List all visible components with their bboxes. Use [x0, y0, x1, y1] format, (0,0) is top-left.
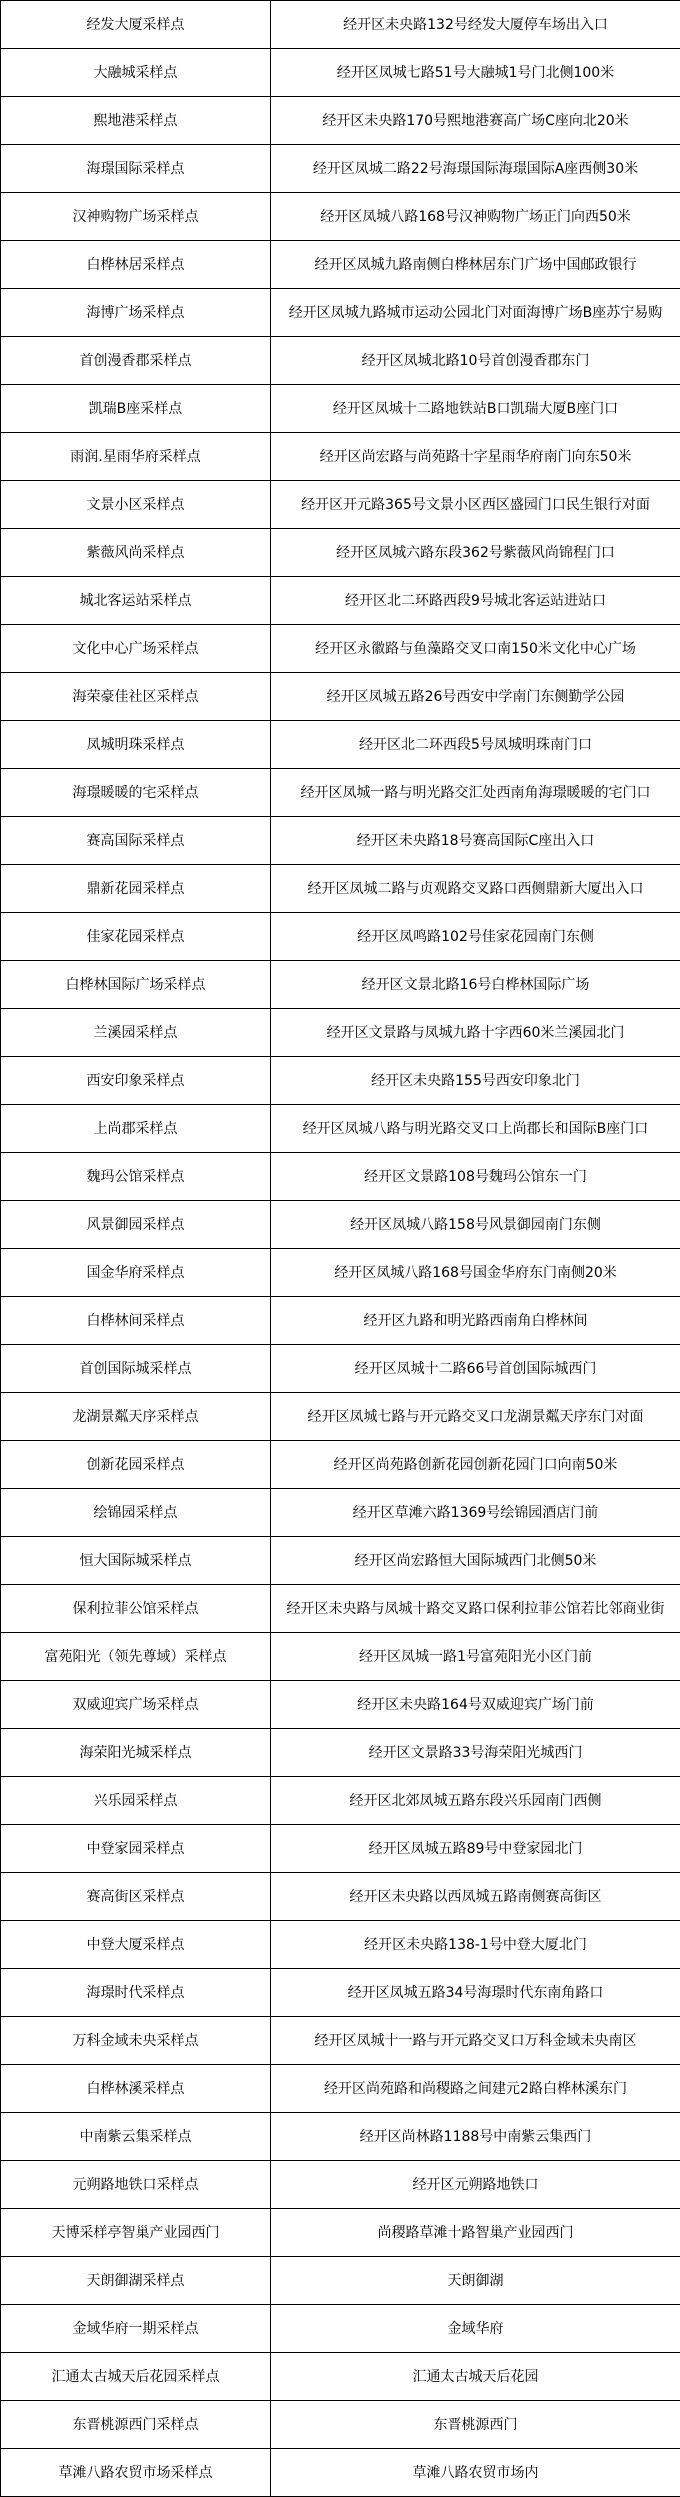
sampling-point-name: 中登大厦采样点	[1, 1921, 271, 1969]
sampling-point-address: 经开区凤城十一路与开元路交叉口万科金域未央南区	[271, 2017, 680, 2065]
sampling-point-name: 大融城采样点	[1, 49, 271, 97]
sampling-point-address: 经开区尚宏路与尚苑路十字星雨华府南门向东50米	[271, 433, 680, 481]
sampling-point-name: 万科金域未央采样点	[1, 2017, 271, 2065]
table-row	[1, 1057, 680, 1105]
table-row	[1, 577, 680, 625]
table-row	[1, 1825, 680, 1873]
table-row	[1, 2305, 680, 2353]
table-row	[1, 289, 680, 337]
sampling-point-name: 中南紫云集采样点	[1, 2113, 271, 2161]
sampling-point-address: 经开区未央路18号赛高国际C座出入口	[271, 817, 680, 865]
sampling-point-address: 经开区凤城十二路地铁站B口凯瑞大厦B座门口	[271, 385, 680, 433]
sampling-point-address: 经开区凤城八路与明光路交叉口上尚郡长和国际B座门口	[271, 1105, 680, 1153]
table-body	[1, 1, 680, 2497]
table-row	[1, 2161, 680, 2209]
table-row	[1, 529, 680, 577]
table-row	[1, 241, 680, 289]
sampling-point-address: 经开区凤城八路168号汉神购物广场正门向西50米	[271, 193, 680, 241]
sampling-point-address: 经开区未央路132号经发大厦停车场出入口	[271, 1, 680, 49]
table-row	[1, 1105, 680, 1153]
table-row	[1, 2065, 680, 2113]
table-row	[1, 673, 680, 721]
sampling-point-name: 创新花园采样点	[1, 1441, 271, 1489]
sampling-point-name: 中登家园采样点	[1, 1825, 271, 1873]
sampling-point-name: 东晋桃源西门采样点	[1, 2401, 271, 2449]
table-row	[1, 1441, 680, 1489]
sampling-point-address: 经开区凤城五路26号西安中学南门东侧勤学公园	[271, 673, 680, 721]
sampling-point-name: 赛高国际采样点	[1, 817, 271, 865]
sampling-point-name: 文化中心广场采样点	[1, 625, 271, 673]
sampling-point-address: 经开区凤城二路22号海璟国际海璟国际A座西侧30米	[271, 145, 680, 193]
sampling-point-name: 海荣豪佳社区采样点	[1, 673, 271, 721]
sampling-point-name: 鼎新花园采样点	[1, 865, 271, 913]
sampling-point-name: 雨润.星雨华府采样点	[1, 433, 271, 481]
sampling-point-name: 文景小区采样点	[1, 481, 271, 529]
sampling-point-address: 经开区凤城八路168号国金华府东门南侧20米	[271, 1249, 680, 1297]
sampling-point-address: 经开区开元路365号文景小区西区盛园门口民生银行对面	[271, 481, 680, 529]
sampling-point-address: 经开区尚宏路恒大国际城西门北侧50米	[271, 1537, 680, 1585]
sampling-point-name: 保利拉菲公馆采样点	[1, 1585, 271, 1633]
table-row	[1, 1777, 680, 1825]
sampling-point-name: 恒大国际城采样点	[1, 1537, 271, 1585]
sampling-point-address: 经开区凤鸣路102号佳家花园南门东侧	[271, 913, 680, 961]
sampling-point-name: 佳家花园采样点	[1, 913, 271, 961]
sampling-point-address: 经开区未央路155号西安印象北门	[271, 1057, 680, 1105]
sampling-point-address: 经开区元朔路地铁口	[271, 2161, 680, 2209]
sampling-point-name: 白桦林溪采样点	[1, 2065, 271, 2113]
sampling-point-address: 经开区凤城五路34号海璟时代东南角路口	[271, 1969, 680, 2017]
sampling-point-name: 熙地港采样点	[1, 97, 271, 145]
table-row	[1, 2449, 680, 2497]
table-row	[1, 1681, 680, 1729]
sampling-point-address: 草滩八路农贸市场内	[271, 2449, 680, 2497]
sampling-point-name: 汇通太古城天后花园采样点	[1, 2353, 271, 2401]
sampling-point-address: 汇通太古城天后花园	[271, 2353, 680, 2401]
sampling-point-address: 天朗御湖	[271, 2257, 680, 2305]
sampling-point-name: 城北客运站采样点	[1, 577, 271, 625]
sampling-point-address: 经开区尚苑路和尚稷路之间建元2路白桦林溪东门	[271, 2065, 680, 2113]
table-row	[1, 337, 680, 385]
sampling-point-name: 凯瑞B座采样点	[1, 385, 271, 433]
table-row	[1, 1009, 680, 1057]
sampling-point-name: 金域华府一期采样点	[1, 2305, 271, 2353]
sampling-point-name: 海荣阳光城采样点	[1, 1729, 271, 1777]
sampling-point-name: 上尚郡采样点	[1, 1105, 271, 1153]
sampling-point-address: 经开区北二环路西段9号城北客运站进站口	[271, 577, 680, 625]
sampling-point-address: 东晋桃源西门	[271, 2401, 680, 2449]
table-row	[1, 625, 680, 673]
sampling-point-address: 经开区凤城七路与开元路交叉口龙湖景粼天序东门对面	[271, 1393, 680, 1441]
table-row	[1, 1345, 680, 1393]
sampling-point-name: 魏玛公馆采样点	[1, 1153, 271, 1201]
table-row	[1, 2257, 680, 2305]
table-row	[1, 1969, 680, 2017]
sampling-point-address: 金域华府	[271, 2305, 680, 2353]
sampling-point-address: 尚稷路草滩十路智巢产业园西门	[271, 2209, 680, 2257]
sampling-point-address: 经开区凤城北路10号首创漫香郡东门	[271, 337, 680, 385]
sampling-point-name: 龙湖景粼天序采样点	[1, 1393, 271, 1441]
table-row	[1, 817, 680, 865]
sampling-point-address: 经开区凤城二路与贞观路交叉路口西侧鼎新大厦出入口	[271, 865, 680, 913]
sampling-point-address: 经开区文景北路16号白桦林国际广场	[271, 961, 680, 1009]
table-row	[1, 2017, 680, 2065]
table-row	[1, 769, 680, 817]
sampling-point-address: 经开区文景路108号魏玛公馆东一门	[271, 1153, 680, 1201]
table-row	[1, 2209, 680, 2257]
sampling-point-address: 经开区未央路与凤城十路交叉路口保利拉菲公馆若比邻商业街	[271, 1585, 680, 1633]
sampling-point-address: 经开区凤城九路城市运动公园北门对面海博广场B座苏宁易购	[271, 289, 680, 337]
table-row	[1, 1153, 680, 1201]
sampling-point-name: 首创国际城采样点	[1, 1345, 271, 1393]
table-row	[1, 1921, 680, 1969]
sampling-point-address: 经开区文景路33号海荣阳光城西门	[271, 1729, 680, 1777]
sampling-point-name: 海博广场采样点	[1, 289, 271, 337]
sampling-point-name: 汉神购物广场采样点	[1, 193, 271, 241]
table-row	[1, 1729, 680, 1777]
sampling-point-name: 赛高街区采样点	[1, 1873, 271, 1921]
table-row	[1, 1537, 680, 1585]
sampling-point-name: 富苑阳光（领先尊域）采样点	[1, 1633, 271, 1681]
sampling-point-address: 经开区凤城六路东段362号紫薇风尚锦程门口	[271, 529, 680, 577]
table-row	[1, 1393, 680, 1441]
sampling-point-address: 经开区未央路138-1号中登大厦北门	[271, 1921, 680, 1969]
sampling-point-address: 经开区凤城十二路66号首创国际城西门	[271, 1345, 680, 1393]
table-row	[1, 1489, 680, 1537]
sampling-point-name: 国金华府采样点	[1, 1249, 271, 1297]
sampling-point-name: 天博采样亭智巢产业园西门	[1, 2209, 271, 2257]
sampling-point-name: 天朗御湖采样点	[1, 2257, 271, 2305]
sampling-point-name: 绘锦园采样点	[1, 1489, 271, 1537]
sampling-point-name: 紫薇风尚采样点	[1, 529, 271, 577]
sampling-point-name: 经发大厦采样点	[1, 1, 271, 49]
sampling-point-address: 经开区凤城九路南侧白桦林居东门广场中国邮政银行	[271, 241, 680, 289]
sampling-point-name: 凤城明珠采样点	[1, 721, 271, 769]
table-row	[1, 2113, 680, 2161]
sampling-point-address: 经开区北二环西段5号凤城明珠南门口	[271, 721, 680, 769]
table-row	[1, 385, 680, 433]
sampling-point-name: 风景御园采样点	[1, 1201, 271, 1249]
sampling-point-address: 经开区九路和明光路西南角白桦林间	[271, 1297, 680, 1345]
sampling-point-name: 西安印象采样点	[1, 1057, 271, 1105]
sampling-point-name: 首创漫香郡采样点	[1, 337, 271, 385]
table-row	[1, 1201, 680, 1249]
sampling-point-name: 双威迎宾广场采样点	[1, 1681, 271, 1729]
sampling-point-name: 海璟暖暖的宅采样点	[1, 769, 271, 817]
sampling-point-address: 经开区草滩六路1369号绘锦园酒店门前	[271, 1489, 680, 1537]
table-row	[1, 1585, 680, 1633]
table-row	[1, 481, 680, 529]
sampling-point-name: 元朔路地铁口采样点	[1, 2161, 271, 2209]
sampling-point-address: 经开区文景路与凤城九路十字西60米兰溪园北门	[271, 1009, 680, 1057]
table-row	[1, 1633, 680, 1681]
table-row	[1, 1249, 680, 1297]
table-row	[1, 97, 680, 145]
table-row	[1, 721, 680, 769]
sampling-point-name: 海璟国际采样点	[1, 145, 271, 193]
table-row	[1, 1297, 680, 1345]
sampling-point-address: 经开区永徽路与鱼藻路交叉口南150米文化中心广场	[271, 625, 680, 673]
sampling-point-address: 经开区北郊凤城五路东段兴乐园南门西侧	[271, 1777, 680, 1825]
table-row	[1, 1873, 680, 1921]
sampling-point-address: 经开区尚苑路创新花园创新花园门口向南50米	[271, 1441, 680, 1489]
sampling-point-name: 兴乐园采样点	[1, 1777, 271, 1825]
sampling-point-name: 海璟时代采样点	[1, 1969, 271, 2017]
table-row	[1, 1, 680, 49]
table-row	[1, 865, 680, 913]
sampling-point-name: 兰溪园采样点	[1, 1009, 271, 1057]
sampling-point-address: 经开区未央路164号双威迎宾广场门前	[271, 1681, 680, 1729]
sampling-point-address: 经开区凤城一路1号富苑阳光小区门前	[271, 1633, 680, 1681]
sampling-point-address: 经开区凤城八路158号风景御园南门东侧	[271, 1201, 680, 1249]
table-row	[1, 2401, 680, 2449]
sampling-point-name: 草滩八路农贸市场采样点	[1, 2449, 271, 2497]
sampling-point-name: 白桦林间采样点	[1, 1297, 271, 1345]
table-row	[1, 913, 680, 961]
sampling-point-name: 白桦林国际广场采样点	[1, 961, 271, 1009]
table-row	[1, 193, 680, 241]
sampling-point-address: 经开区凤城五路89号中登家园北门	[271, 1825, 680, 1873]
table-row	[1, 145, 680, 193]
table-row	[1, 433, 680, 481]
table-row	[1, 2353, 680, 2401]
table-row	[1, 49, 680, 97]
sampling-point-address: 经开区尚林路1188号中南紫云集西门	[271, 2113, 680, 2161]
sampling-point-address: 经开区未央路以西凤城五路南侧赛高街区	[271, 1873, 680, 1921]
table-row	[1, 961, 680, 1009]
sampling-point-address: 经开区凤城七路51号大融城1号门北侧100米	[271, 49, 680, 97]
sampling-point-address: 经开区凤城一路与明光路交汇处西南角海璟暖暖的宅门口	[271, 769, 680, 817]
sampling-point-address: 经开区未央路170号熙地港赛高广场C座向北20米	[271, 97, 680, 145]
sampling-point-name: 白桦林居采样点	[1, 241, 271, 289]
